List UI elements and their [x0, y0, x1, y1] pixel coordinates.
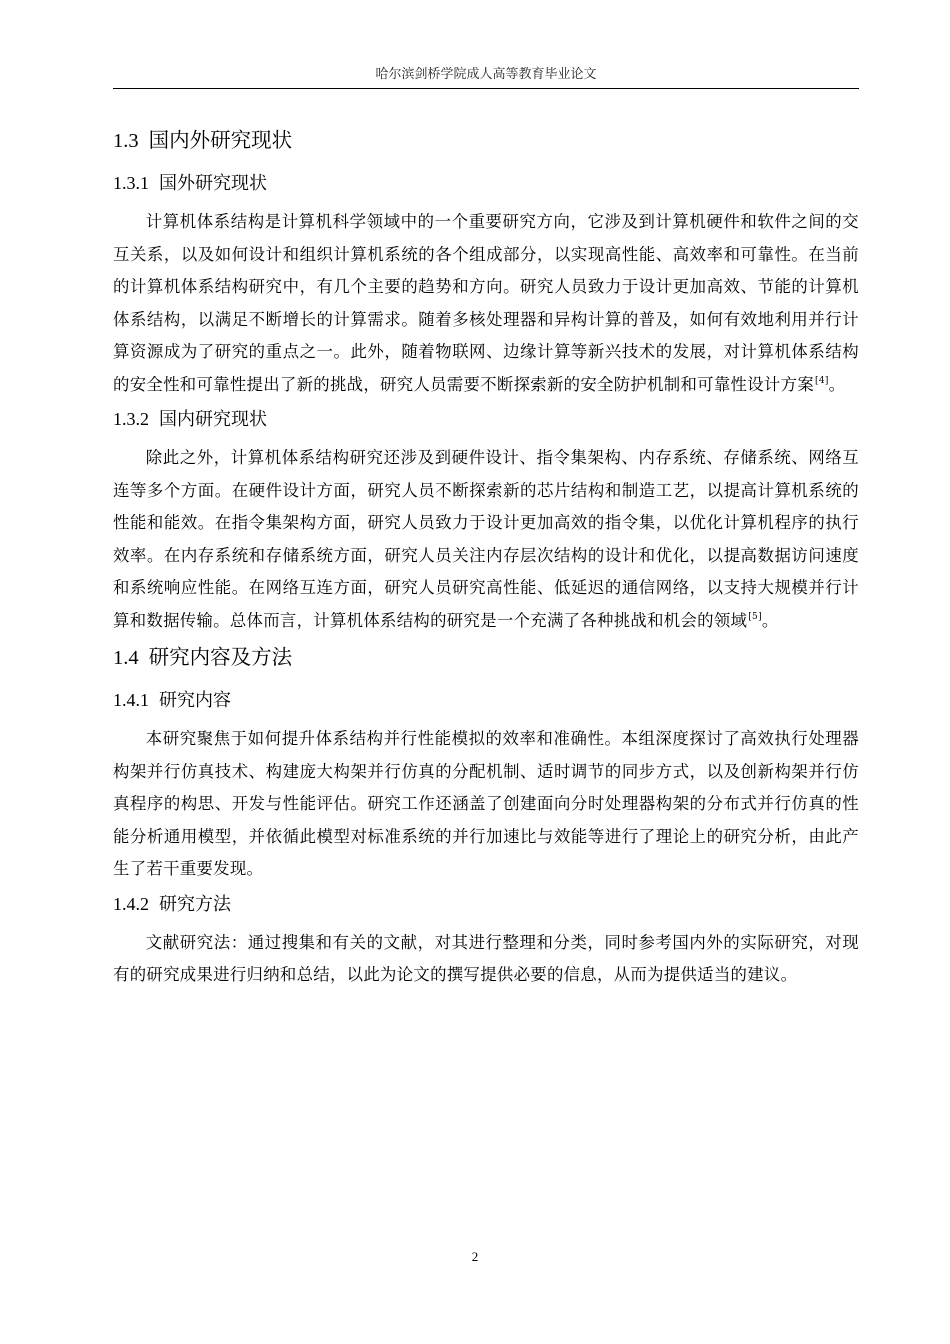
paragraph-text: 除此之外，计算机体系结构研究还涉及到硬件设计、指令集架构、内存系统、存储系统、网络互连等多个方面。在硬件设计方面，研究人员不断探索新的芯片结构和制造工艺，以提高计算机系统的性能和能效。在指令集架构方面，研究人员致力于设计更加高效的指令集，以优化计算机程序的执行效率。在内存系统和存储系统方面，研究人员关注内存层次结构的设计和优化，以提高数据访问速度和系统响应性能。在网络互连方面，研究人员研究高性能、低延迟的通信网络，以支持大规模并行计算和数据传输。总体而言，计算机体系结构的研究是一个充满了各种挑战和机会的领域: [113, 448, 859, 630]
paragraph-end: 。: [761, 610, 779, 630]
paragraph-end: 。: [828, 374, 846, 394]
paragraph-domestic-research: [113, 442, 859, 637]
subsection-title: 研究内容: [159, 690, 231, 711]
subsection-heading-1-3-2: [113, 403, 859, 436]
subsection-heading-1-4-2: [113, 888, 859, 921]
section-heading-1-3: [113, 122, 859, 159]
section-heading-1-4: [113, 639, 859, 676]
subsection-heading-1-3-1: [113, 167, 859, 200]
subsection-number: 1.3.2: [113, 409, 149, 429]
citation-ref: [5]: [748, 611, 762, 622]
subsection-number: 1.4.2: [113, 893, 149, 914]
running-header: 哈尔滨剑桥学院成人高等教育毕业论文: [375, 67, 597, 82]
subsection-heading-1-4-1: [113, 684, 859, 717]
paragraph-text: 计算机体系结构是计算机科学领域中的一个重要研究方向，它涉及到计算机硬件和软件之间的交互关系，以及如何设计和组织计算机系统的各个组成部分，以实现高性能、高效率和可靠性。在当前的计算机体系结构研究中，有几个主要的趋势和方向。研究人员致力于设计更加高效、节能的计算机体系结构，以满足不断增长的计算需求。随着多核处理器和异构计算的普及，如何有效地利用并行计算资源成为了研究的重点之一。此外，随着物联网、边缘计算等新兴技术的发展，对计算机体系结构的安全性和可靠性提出了新的挑战，研究人员需要不断探索新的安全防护机制和可靠性设计方案: [113, 212, 859, 394]
paragraph-research-method: 文献研究法：通过搜集和有关的文献，对其进行整理和分类，同时参考国内外的实际研究，对现有的研究成果进行归纳和总结，以此为论文的撰写提供必要的信息，从而为提供适当的建议。: [113, 932, 859, 984]
subsection-title: 国外研究现状: [159, 173, 267, 194]
section-title: 研究内容及方法: [148, 645, 293, 669]
subsection-number: 1.4.1: [113, 690, 149, 710]
subsection-title: 国内研究现状: [159, 409, 267, 430]
subsection-title: 研究方法: [159, 893, 231, 915]
page-number: 2: [471, 1249, 479, 1264]
section-number: 1.3: [113, 130, 139, 152]
subsection-number: 1.3.1: [113, 173, 149, 193]
paragraph-foreign-research: [113, 206, 859, 401]
header-divider: [113, 88, 859, 89]
citation-ref: [4]: [815, 375, 829, 386]
paragraph-research-content: 本研究聚焦于如何提升体系结构并行性能模拟的效率和准确性。本组深度探讨了高效执行处理器构架并行仿真技术、构建庞大构架并行仿真的分配机制、适时调节的同步方式，以及创新构架并行仿真程序的构思、开发与性能评估。研究工作还涵盖了创建面向分时处理器构架的分布式并行仿真的性能分析通用模型，并依循此模型对标准系统的并行加速比与效能等进行了理论上的研究分析，由此产生了若干重要发现。: [113, 729, 859, 878]
page-body: [113, 120, 859, 992]
section-title: 国内外研究现状: [148, 128, 293, 152]
section-number: 1.4: [113, 647, 139, 669]
